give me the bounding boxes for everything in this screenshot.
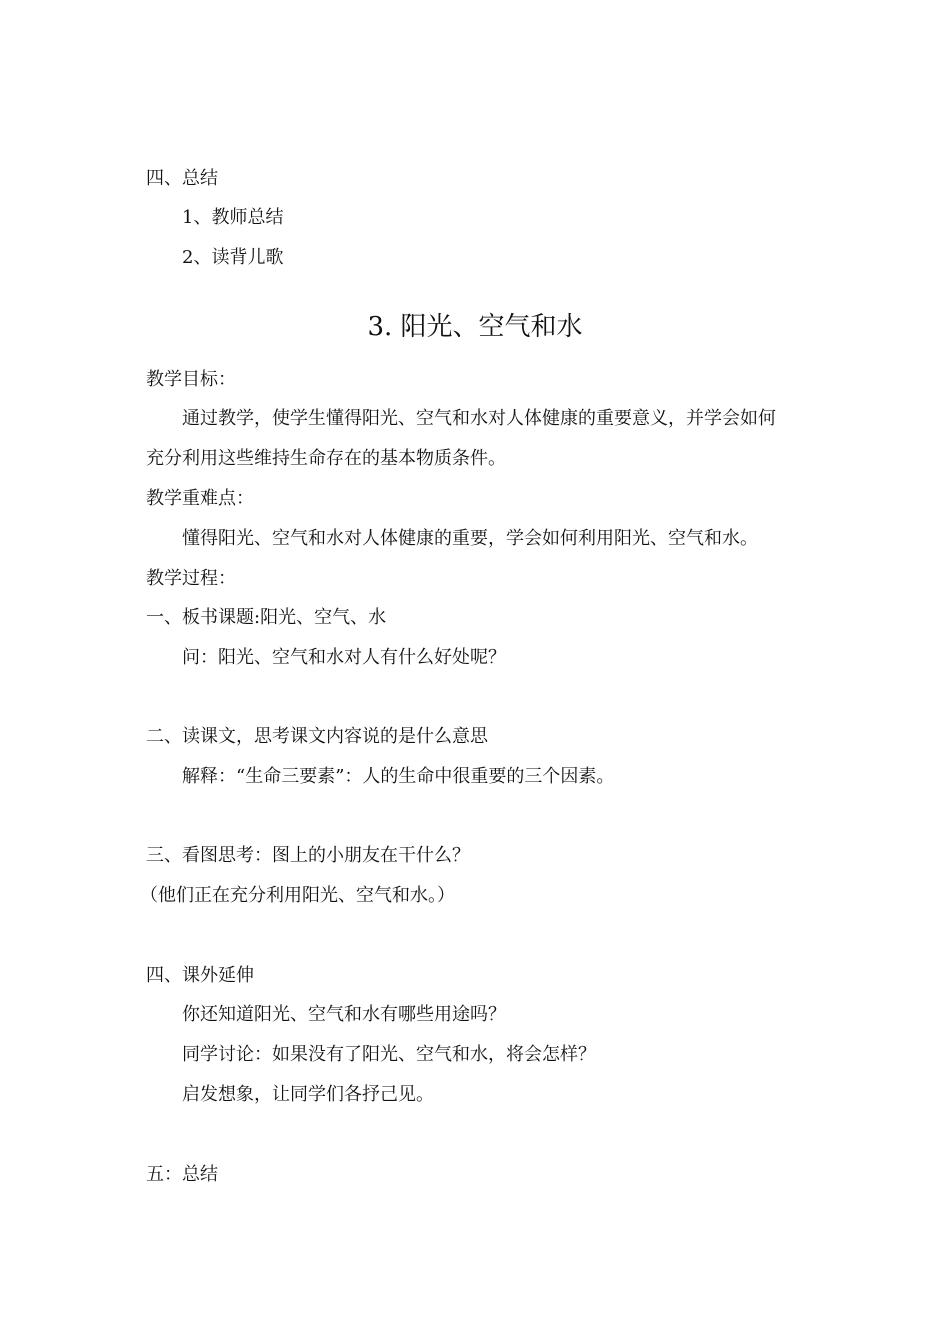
objective-text-line-1: 通过教学，使学生懂得阳光、空气和水对人体健康的重要意义，并学会如何 [182,408,776,429]
step-4-heading: 四、课外延伸 [146,965,254,986]
step-5-heading: 五：总结 [146,1164,218,1185]
step-4-line-3: 启发想象，让同学们各抒己见。 [182,1084,434,1105]
step-2-heading: 二、读课文，思考课文内容说的是什么意思 [146,726,488,747]
objective-label: 教学目标： [146,369,236,390]
step-3-line-1: （他们正在充分利用阳光、空气和水。） [140,885,455,906]
process-label: 教学过程： [146,568,236,589]
summary-item-2: 2、读背儿歌 [182,247,284,268]
step-1-heading: 一、板书课题:阳光、空气、水 [146,607,387,628]
key-points-label: 教学重难点： [146,488,254,509]
step-2-line-1: 解释：“生命三要素”：人的生命中很重要的三个因素。 [182,766,615,787]
step-4-line-2: 同学讨论：如果没有了阳光、空气和水，将会怎样？ [182,1044,596,1065]
section-heading-summary: 四、总结 [146,168,218,189]
step-3-heading: 三、看图思考：图上的小朋友在干什么？ [146,845,470,866]
summary-item-1: 1、教师总结 [182,207,284,228]
lesson-title: 3. 阳光、空气和水 [367,312,583,342]
key-points-text: 懂得阳光、空气和水对人体健康的重要，学会如何利用阳光、空气和水。 [182,528,758,549]
step-4-line-1: 你还知道阳光、空气和水有哪些用途吗？ [182,1004,506,1025]
objective-text-line-2: 充分利用这些维持生命存在的基本物质条件。 [146,448,506,469]
step-1-line-1: 问：阳光、空气和水对人有什么好处呢？ [182,647,506,668]
